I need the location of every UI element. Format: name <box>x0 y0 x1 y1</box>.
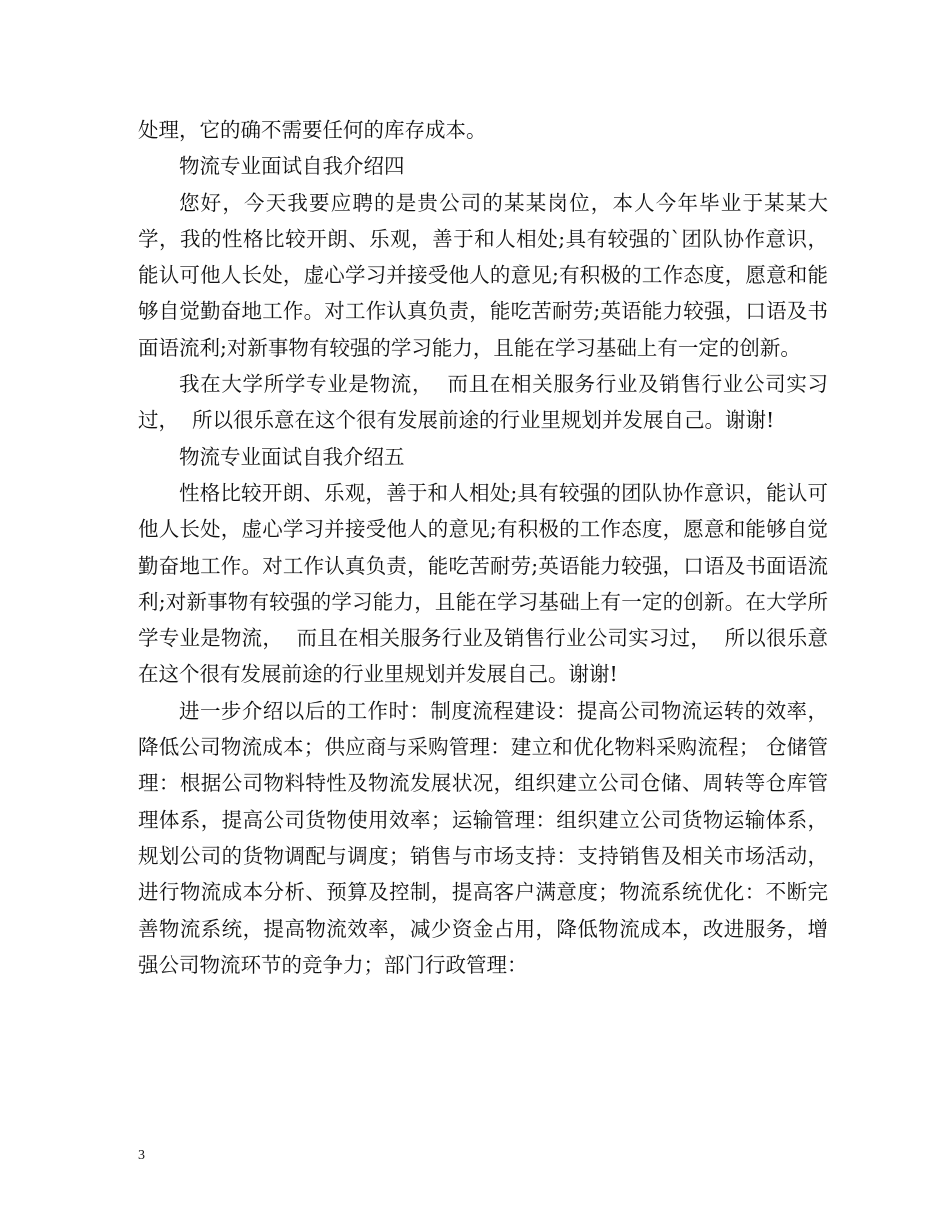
paragraph-work-plan: 进一步介绍以后的工作时：制度流程建设：提高公司物流运转的效率，降低公司物流成本；供应商与采购管理：建立和优化物料采购流程； 仓储管理：根据公司物料特性及物流发展状况，组织建立公司仓储、周转等仓库管理体系，提高公司货物使用效率；运输管理：组织建立公司货物运输体系，规划公司的货物调配与调度；销售与市场支持：支持销售及相关市场活动，进行物流成本分析、预算及控制，提高客户满意度；物流系统优化：不断完善物流系统，提高物流效率，减少资金占用，降低物流成本，改进服务，增强公司物流环节的竞争力；部门行政管理： <box>138 698 828 977</box>
paragraph-intro-five: 性格比较开朗、乐观，善于和人相处;具有较强的团队协作意识，能认可他人长处，虚心学习并接受他人的意见;有积极的工作态度，愿意和能够自觉勤奋地工作。对工作认真负责，能吃苦耐劳;英语能力较强，口语及书面语流利;对新事物有较强的学习能力，且能在学习基础上有一定的创新。在大学所学专业是物流， 而且在相关服务行业及销售行业公司实习过， 所以很乐意在这个很有发展前途的行业里规划并发展自己。谢谢! <box>138 480 828 687</box>
page-number: 3 <box>138 1148 145 1163</box>
paragraph-continuation: 处理，它的确不需要任何的库存成本。 <box>138 118 487 142</box>
section-heading-four: 物流专业面试自我介绍四 <box>179 154 405 179</box>
paragraph-major-four: 我在大学所学专业是物流， 而且在相关服务行业及销售行业公司实习过， 所以很乐意在这个很有发展前途的行业里规划并发展自己。谢谢! <box>138 372 828 433</box>
section-heading-five: 物流专业面试自我介绍五 <box>179 444 405 469</box>
paragraph-intro-four: 您好，今天我要应聘的是贵公司的某某岗位，本人今年毕业于某某大学，我的性格比较开朗、乐观，善于和人相处;具有较强的`团队协作意识，能认可他人长处，虚心学习并接受他人的意见;有积极的工作态度，愿意和能够自觉勤奋地工作。对工作认真负责，能吃苦耐劳;英语能力较强，口语及书面语流利;对新事物有较强的学习能力，且能在学习基础上有一定的创新。 <box>138 190 828 360</box>
document-body <box>138 112 828 983</box>
